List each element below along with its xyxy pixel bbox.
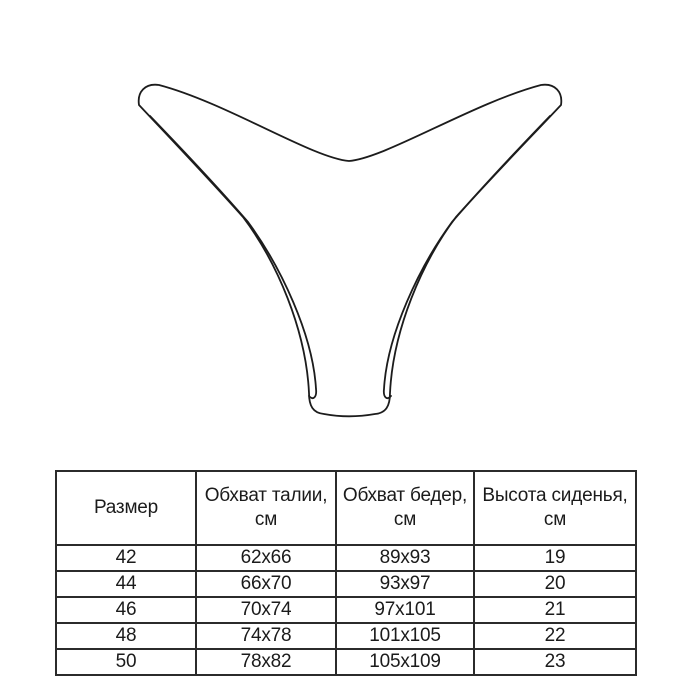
cell-size: 44 — [56, 571, 196, 597]
cell-seat-height: 23 — [474, 649, 636, 675]
table-row — [56, 623, 636, 649]
panties-outline — [139, 85, 562, 417]
cell-waist: 78x82 — [196, 649, 336, 675]
cell-seat-height: 20 — [474, 571, 636, 597]
cell-waist: 66x70 — [196, 571, 336, 597]
header-seat-label-line1: Высота сиденья, — [482, 485, 628, 506]
header-hips-label-line2: см — [393, 509, 417, 530]
header-size-label: Размер — [93, 497, 159, 518]
header-waist-label-line1: Обхват талии, — [204, 485, 328, 506]
cell-seat-height: 22 — [474, 623, 636, 649]
cell-seat-height: 19 — [474, 545, 636, 571]
header-seat-height — [474, 471, 636, 545]
header-seat-label-line2: см — [543, 509, 567, 530]
size-table — [55, 470, 637, 676]
header-hips-label-line1: Обхват бедер, — [342, 485, 468, 506]
cell-waist: 74x78 — [196, 623, 336, 649]
cell-seat-height: 21 — [474, 597, 636, 623]
cell-waist: 70x74 — [196, 597, 336, 623]
header-waist-label-line2: см — [254, 509, 278, 530]
table-row — [56, 545, 636, 571]
table-row — [56, 597, 636, 623]
cell-size: 42 — [56, 545, 196, 571]
table-header-row — [56, 471, 636, 545]
cell-waist: 62x66 — [196, 545, 336, 571]
table-row — [56, 649, 636, 675]
table-row — [56, 571, 636, 597]
header-waist — [196, 471, 336, 545]
cell-hips: 93x97 — [336, 571, 474, 597]
cell-hips: 89x93 — [336, 545, 474, 571]
header-hips — [336, 471, 474, 545]
cell-size: 48 — [56, 623, 196, 649]
cell-hips: 101x105 — [336, 623, 474, 649]
cell-hips: 97x101 — [336, 597, 474, 623]
cell-hips: 105x109 — [336, 649, 474, 675]
header-size — [56, 471, 196, 545]
cell-size: 46 — [56, 597, 196, 623]
cell-size: 50 — [56, 649, 196, 675]
